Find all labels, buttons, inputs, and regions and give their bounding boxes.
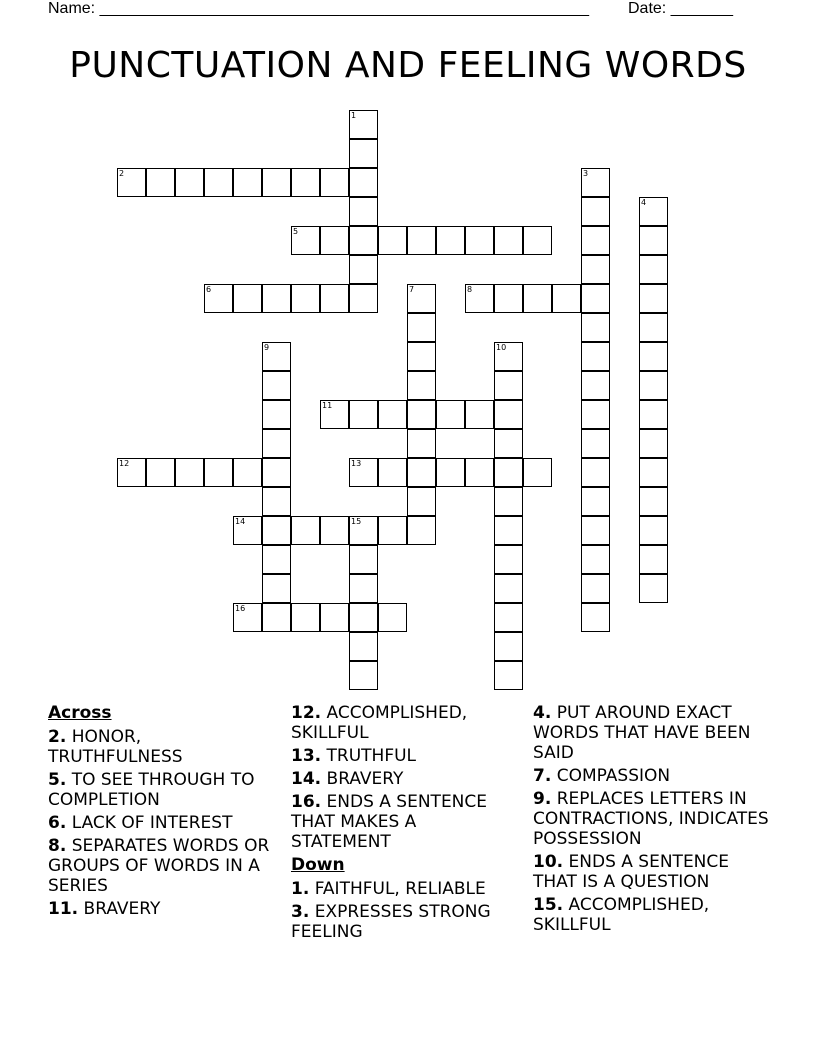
clue-number: 5 [293,227,299,236]
date-field-label[interactable]: Date: _______ [628,0,733,17]
clue-across-16: 16. ENDS A SENTENCE THAT MAKES A STATEMENT [291,792,488,852]
grid-cell[interactable] [117,458,146,487]
grid-cell[interactable] [639,226,668,255]
clue-number: 13 [351,459,362,468]
grid-cell[interactable] [291,284,320,313]
grid-cell[interactable] [581,371,610,400]
grid-cell[interactable] [639,574,668,603]
clue-across-11: 11. BRAVERY [48,899,161,919]
grid-cell[interactable] [581,574,610,603]
grid-cell[interactable] [262,487,291,516]
grid-cell[interactable] [581,168,610,197]
grid-cell[interactable] [407,487,436,516]
clue-number: 3 [583,169,589,178]
grid-cell[interactable] [581,284,610,313]
grid-cell[interactable] [494,226,523,255]
grid-cell[interactable] [349,603,378,632]
grid-cell[interactable] [146,168,175,197]
grid-cell[interactable] [639,342,668,371]
grid-cell[interactable] [581,487,610,516]
grid-cell[interactable] [581,342,610,371]
grid-cell[interactable] [494,661,523,690]
grid-cell[interactable] [436,400,465,429]
grid-cell[interactable] [233,284,262,313]
clues-column-3 [533,703,769,938]
grid-cell[interactable] [349,284,378,313]
clue-across-6: 6. LACK OF INTEREST [48,813,233,833]
clue-number: 9 [264,343,270,352]
across-heading: Across [48,703,112,723]
clue-number: 14 [235,517,246,526]
grid-cell[interactable] [349,400,378,429]
grid-cell[interactable] [494,284,523,313]
grid-cell[interactable] [320,284,349,313]
grid-cell[interactable] [291,226,320,255]
grid-cell[interactable] [581,516,610,545]
grid-cell[interactable] [320,516,349,545]
grid-cell[interactable] [262,284,291,313]
grid-cell[interactable] [407,429,436,458]
grid-cell[interactable] [436,226,465,255]
grid-cell[interactable] [291,516,320,545]
grid-cell[interactable] [494,371,523,400]
grid-cell[interactable] [349,226,378,255]
clue-across-8: 8. SEPARATES WORDS OR GROUPS OF WORDS IN A SERIES [48,836,270,896]
grid-cell[interactable] [378,400,407,429]
clue-number: 10 [496,343,507,352]
grid-cell[interactable] [407,458,436,487]
grid-cell[interactable] [639,313,668,342]
grid-cell[interactable] [349,197,378,226]
grid-cell[interactable] [349,168,378,197]
grid-cell[interactable] [233,516,262,545]
grid-cell[interactable] [204,458,233,487]
clue-down-4: 4. PUT AROUND EXACT WORDS THAT HAVE BEEN SAID [533,703,751,763]
clue-down-9: 9. REPLACES LETTERS IN CONTRACTIONS, INDICATES POSSESSION [533,789,769,849]
grid-cell[interactable] [407,371,436,400]
grid-cell[interactable] [262,545,291,574]
grid-cell[interactable] [233,603,262,632]
grid-cell[interactable] [581,458,610,487]
grid-cell[interactable] [639,458,668,487]
grid-cell[interactable] [320,603,349,632]
grid-cell[interactable] [639,197,668,226]
grid-cell[interactable] [117,168,146,197]
grid-cell[interactable] [175,458,204,487]
grid-cell[interactable] [378,516,407,545]
grid-cell[interactable] [639,400,668,429]
grid-cell[interactable] [291,168,320,197]
header-line [48,0,748,20]
grid-cell[interactable] [349,661,378,690]
grid-cell[interactable] [639,487,668,516]
grid-cell[interactable] [639,371,668,400]
grid-cell[interactable] [262,574,291,603]
grid-cell[interactable] [262,371,291,400]
grid-cell[interactable] [320,168,349,197]
grid-cell[interactable] [407,313,436,342]
grid-cell[interactable] [581,545,610,574]
grid-cell[interactable] [378,603,407,632]
grid-cell[interactable] [407,284,436,313]
clue-down-7: 7. COMPASSION [533,766,671,786]
grid-cell[interactable] [262,168,291,197]
grid-cell[interactable] [175,168,204,197]
grid-cell[interactable] [581,226,610,255]
grid-cell[interactable] [465,226,494,255]
grid-cell[interactable] [581,197,610,226]
grid-cell[interactable] [581,603,610,632]
clue-number: 11 [322,401,333,410]
grid-cell[interactable] [465,400,494,429]
grid-cell[interactable] [320,226,349,255]
grid-cell[interactable] [581,429,610,458]
grid-cell[interactable] [407,516,436,545]
clue-number: 2 [119,169,125,178]
grid-cell[interactable] [639,429,668,458]
grid-cell[interactable] [262,429,291,458]
grid-cell[interactable] [494,545,523,574]
grid-cell[interactable] [436,458,465,487]
grid-cell[interactable] [523,226,552,255]
name-field-label[interactable]: Name: _______________________________________________________ [48,0,589,17]
grid-cell[interactable] [349,574,378,603]
grid-cell[interactable] [233,458,262,487]
grid-cell[interactable] [407,342,436,371]
clue-down-1: 1. FAITHFUL, RELIABLE [291,879,486,899]
grid-cell[interactable] [581,313,610,342]
grid-cell[interactable] [494,574,523,603]
grid-cell[interactable] [465,458,494,487]
grid-cell[interactable] [639,545,668,574]
grid-cell[interactable] [494,342,523,371]
grid-cell[interactable] [349,139,378,168]
grid-cell[interactable] [552,284,581,313]
grid-cell[interactable] [349,632,378,661]
clue-across-2: 2. HONOR, TRUTHFULNESS [48,727,183,767]
grid-cell[interactable] [262,603,291,632]
grid-cell[interactable] [146,458,175,487]
grid-cell[interactable] [581,400,610,429]
grid-cell[interactable] [639,255,668,284]
clues-column-1 [48,703,270,922]
grid-cell[interactable] [349,516,378,545]
grid-cell[interactable] [639,516,668,545]
grid-cell[interactable] [407,226,436,255]
grid-cell[interactable] [291,603,320,632]
grid-cell[interactable] [349,458,378,487]
clue-number: 16 [235,604,246,613]
grid-cell[interactable] [204,168,233,197]
grid-cell[interactable] [494,429,523,458]
grid-cell[interactable] [494,400,523,429]
clue-across-14: 14. BRAVERY [291,769,404,789]
page-title: PUNCTUATION AND FEELING WORDS [69,45,747,86]
grid-cell[interactable] [494,632,523,661]
clue-number: 4 [641,198,647,207]
grid-cell[interactable] [494,487,523,516]
grid-cell[interactable] [349,545,378,574]
clue-across-13: 13. TRUTHFUL [291,746,417,766]
clue-number: 12 [119,459,130,468]
grid-cell[interactable] [494,516,523,545]
clue-number: 6 [206,285,212,294]
clue-number: 15 [351,517,362,526]
grid-cell[interactable] [349,110,378,139]
clue-number: 7 [409,285,415,294]
grid-cell[interactable] [262,458,291,487]
grid-cell[interactable] [494,458,523,487]
grid-cell[interactable] [233,168,262,197]
clue-down-3: 3. EXPRESSES STRONG FEELING [291,902,491,942]
clues-column-2 [291,703,513,945]
grid-cell[interactable] [639,284,668,313]
grid-cell[interactable] [349,255,378,284]
grid-cell[interactable] [204,284,233,313]
clue-across-5: 5. TO SEE THROUGH TO COMPLETION [48,770,255,810]
grid-cell[interactable] [262,400,291,429]
grid-cell[interactable] [262,342,291,371]
grid-cell[interactable] [523,284,552,313]
grid-cell[interactable] [465,284,494,313]
grid-cell[interactable] [378,226,407,255]
grid-cell[interactable] [262,516,291,545]
clue-number: 8 [467,285,473,294]
clue-number: 1 [351,111,357,120]
clue-across-12: 12. ACCOMPLISHED, SKILLFUL [291,703,468,743]
grid-cell[interactable] [523,458,552,487]
clue-down-10: 10. ENDS A SENTENCE THAT IS A QUESTION [533,852,730,892]
grid-cell[interactable] [320,400,349,429]
grid-cell[interactable] [581,255,610,284]
down-heading: Down [291,855,345,875]
grid-cell[interactable] [378,458,407,487]
grid-cell[interactable] [407,400,436,429]
grid-cell[interactable] [494,603,523,632]
clue-down-15: 15. ACCOMPLISHED, SKILLFUL [533,895,710,935]
